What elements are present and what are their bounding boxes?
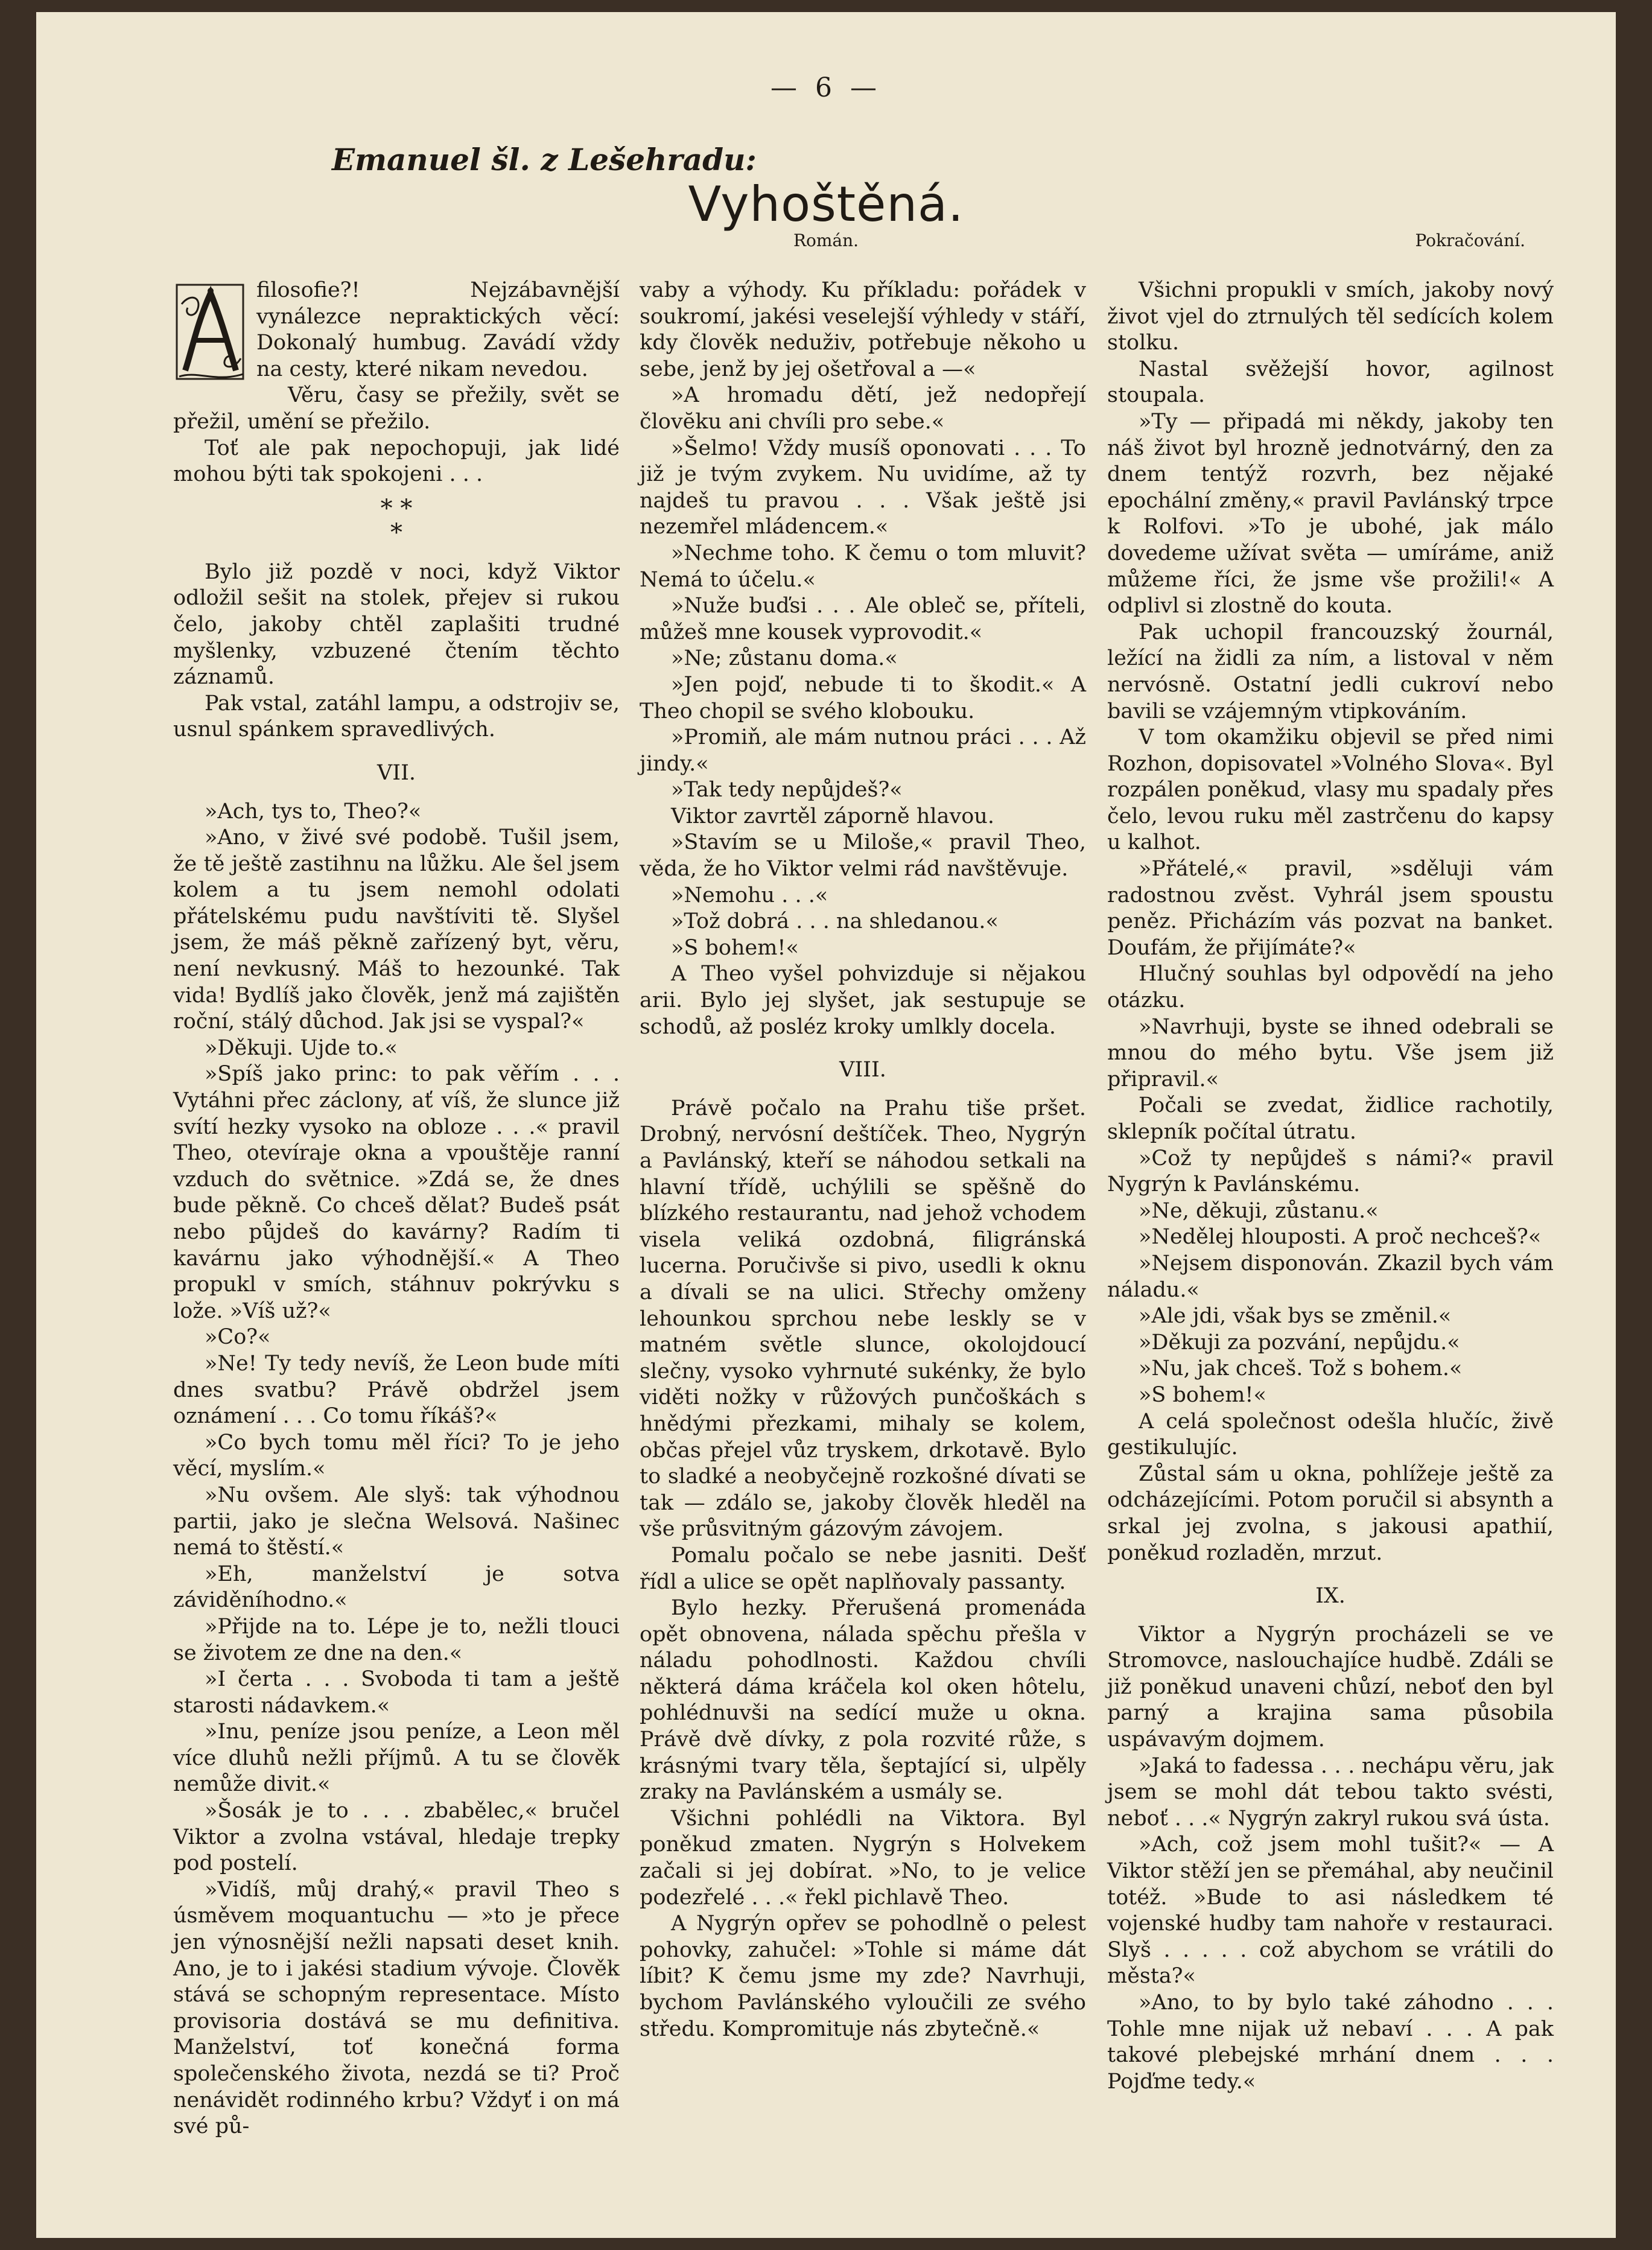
continuation-label: Pokračování.: [1415, 230, 1525, 250]
section-number: VII.: [376, 760, 416, 785]
paragraph: »A hromadu dětí, jež nedopřejí človĕku ani chvíli pro sebe.«: [640, 383, 1086, 434]
paragraph: A Theo vyšel pohvizduje si nějakou arii. Bylo jej slyšet, jak sestupuje se schodů, až posléz kroky umlkly docela.: [640, 962, 1086, 1039]
paragraph: »Jen pojď, nebude ti to škodit.« A Theo chopil se svého klobouku.: [640, 672, 1086, 723]
paragraph: Nastal svěžejší hovor, agilnost stoupala.: [1107, 357, 1554, 408]
paragraph: Pak uchopil francouzský žournál, ležící na židli za ním, a listoval v něm nervósně. Ostatní jedli cukroví nebo bavili se vzájemným vtipkováním.: [1107, 620, 1554, 723]
paragraph: »S bohem!«: [1139, 1382, 1266, 1407]
page-number: — 6 —: [770, 72, 882, 103]
paragraph: »Promiň, ale mám nutnou práci . . . Až jindy.«: [640, 725, 1086, 776]
paragraph: V tom okamžiku objevil se před nimi Rozhon, dopisovatel »Volného Slova«. Byl rozpálen poněkud, vlasy mu spadaly přes čelo, levou ruku měl zastrčenu do kapsy u kalhot.: [1107, 725, 1554, 855]
paragraph: »Tak tedy nepůjdeš?«: [671, 778, 903, 802]
genre-label: Román.: [793, 230, 859, 250]
paragraph: Viktor a Nygrýn procházeli se ve Stromovce, naslouchajíce hudbě. Zdáli se již poněkud unaveni chůzí, neboť den byl parný a krajina sama působila uspávavým dojmem.: [1107, 1622, 1554, 1752]
paragraph: »S bohem!«: [671, 935, 799, 960]
paragraph: »Přijde na to. Lépe je to, nežli tlouci se životem ze dne na den.«: [173, 1614, 620, 1665]
text-column-1: [173, 278, 620, 2140]
paragraph: »Přátelé,« pravil, »sděluji vám radostnou zvěst. Vyhrál jsem spoustu peněz. Přicházím vás pozvat na banket. Doufám, že přijímáte?«: [1107, 857, 1554, 960]
paragraph: Pak vstal, zatáhl lampu, a odstrojiv se, usnul spánkem spravedlivých.: [173, 691, 620, 742]
paragraph: »Ach, což jsem mohl tušit?« — A Viktor stěží jen se přemáhal, aby neučinil totéž. »Bude to asi následkem té vojenské hudby tam nahoře v restauraci. Slyš . . . . . což abychom se vrátili do města?«: [1107, 1832, 1554, 1989]
paragraph: Všichni pohlédli na Viktora. Byl poněkud zmaten. Nygrýn s Holvekem začali si jej dobírat. »No, to je velice podezřelé . . .« řekl pichlavě Theo.: [640, 1806, 1086, 1910]
paragraph: Počali se zvedat, židlice rachotily, sklepník počítal útratu.: [1107, 1093, 1554, 1144]
article-title: Vyhoštěná.: [688, 176, 964, 232]
paragraph: Hlučný souhlas byl odpovědí na jeho otázku.: [1107, 962, 1554, 1013]
paragraph: A celá společnost odešla hlučíc, živě gestikulujíc.: [1107, 1409, 1554, 1460]
paragraph: »Děkuji. Ujde to.«: [205, 1035, 398, 1060]
section-number: VIII.: [839, 1058, 886, 1082]
paragraph: Viktor zavrtěl záporně hlavou.: [671, 804, 994, 828]
paragraph: A Nygrýn opřev se pohodlně o pelest pohovky, zahučel: »Tohle si máme dát líbit? K čemu jsme my zde? Navrhuji, bychom Pavlánského vyloučili ze svého středu. Kompromituje nás zbytečně.«: [640, 1912, 1086, 2041]
paragraph: »Inu, peníze jsou peníze, a Leon měl více dluhů nežli příjmů. A tu se člověk nemůže divit.«: [173, 1720, 620, 1797]
paragraph: »Šelmo! Vždy musíš oponovati . . . To již je tvým zvykem. Nu uvidíme, až ty najdeš tu pravou . . . Však ještě jsi nezemřel mládencem.«: [640, 436, 1086, 539]
text-column-2: [640, 278, 1086, 2042]
paragraph: »Ne; zůstanu doma.«: [671, 646, 898, 671]
paragraph: »Spíš jako princ: to pak věřím . . . Vytáhni přec záclony, ať víš, že slunce již svítí hezky vysoko na obloze . . .« pravil Theo, otevíraje okna a vpouštěje ranní vzduch do světnice. »Zdá se, že dnes bude pěkně. Co chceš dělat? Budeš psát nebo půjdeš do kavárny? Radím ti kavárnu jako výhodnější.« A Theo propukl v smích, stáhnuv pokrývku s lože. »Víš už?«: [173, 1062, 620, 1323]
paragraph: »Ach, tys to, Theo?«: [205, 799, 422, 824]
paragraph: »Ano, to by bylo také záhodno . . . Tohle mne nijak už nebaví . . . A pak takové plebejské mrhání dnem . . . Pojďme tedy.«: [1107, 1991, 1554, 2094]
paragraph: Bylo již pozdě v noci, když Viktor odložil sešit na stolek, přejev si rukou čelo, jakoby chtěl zaplašiti trudné myšlenky, vzbuzené čtením těchto záznamů.: [173, 559, 620, 690]
paragraph: »Navrhuji, byste se ihned odebrali se mnou do mého bytu. Vše jsem již připravil.«: [1107, 1014, 1554, 1092]
paragraph: filosofie?! Nejzábavnější vynálezce nepraktických věcí: Dokonalý humbug. Zavádí vždy na cesty, které nikam nevedou.: [256, 278, 620, 381]
paragraph: »Ne! Ty tedy nevíš, že Leon bude míti dnes svatbu? Právě obdržel jsem oznámení . . . Co tomu říkáš?«: [173, 1351, 620, 1429]
paragraph: Toť ale pak nepochopuji, jak lidé mohou býti tak spokojeni . . .: [173, 436, 620, 487]
paragraph: »Ale jdi, však bys se změnil.«: [1139, 1304, 1452, 1329]
ornamental-initial-a-icon: [173, 280, 249, 384]
paragraph: »Nemohu . . .«: [671, 883, 828, 907]
paragraph: vaby a výhody. Ku příkladu: pořádek v soukromí, jakési veselejší výhledy v stáří, kdy člověk neduživ, potřebuje někoho u sebe, jenž by jej ošetřoval a —«: [640, 278, 1086, 381]
paragraph: »Šosák je to . . . zbabělec,« bručel Viktor a zvolna vstával, hledaje trepky pod postelí.: [173, 1799, 620, 1876]
text-column-3: [1107, 278, 1554, 2095]
paragraph: »Vidíš, můj drahý,« pravil Theo s úsměvem moquantuchu — »to je přece jen výnosnější nežli napsati deset knih. Ano, je to i jakési stadium vývoje. Člověk stává se schopným representace. Místo provisoria dostává se mu definitiva. Manželství, toť konečná forma společenského života, nezdá se ti? Proč nenávidět rodinného krbu? Vždyť i on má své pů-: [173, 1877, 620, 2139]
paragraph: »Ty — připadá mi někdy, jakoby ten náš život byl hrozně jednotvárný, den za dnem tentýž rozvrh, bez nějaké epochální změny,« pravil Pavlánský trpce k Rolfovi. »To je ubohé, jak málo dovedeme užívat světa — umíráme, aniž můžeme říci, že jsme vše prožili!« A odplivl si zlostně do kouta.: [1107, 409, 1554, 618]
paragraph: »Stavím se u Miloše,« pravil Theo, věda, že ho Viktor velmi rád navštěvuje.: [640, 830, 1086, 882]
paragraph: »Nechme toho. K čemu o tom mluvit? Nemá to účelu.«: [640, 541, 1086, 592]
paragraph: »Jaká to fadessa . . . nechápu věru, jak jsem se mohl dát tebou takto svésti, neboť . . .« Nygrýn zakryl rukou svá ústa.: [1107, 1753, 1554, 1831]
paragraph: »Nedělej hlouposti. A proč nechceš?«: [1139, 1225, 1542, 1250]
paragraph: »Což ty nepůjdeš s námi?« pravil Nygrýn k Pavlánskému.: [1107, 1146, 1554, 1197]
paragraph: »I čerta . . . Svoboda ti tam a ještě starosti nádavkem.«: [173, 1667, 620, 1718]
paragraph: Právě počalo na Prahu tiše pršet. Drobný, nervósní deštíček. Theo, Nygrýn a Pavlánský, kteří se náhodou setkali na hlavní třídě, uchýlili se spěšně do blízkého restaurantu, nad jehož vchodem visela veliká ozdobná, filigránská lucerna. Poručivše si pivo, usedli k oknu a dívali se na ulici. Střechy omženy lehounkou sprchou nebe leskly se v matném světle slunce, okolojdoucí slečny, vysoko vyhrnuté sukénky, že bylo viděti nožky v růžových punčoškách s hnědými přezkami, mihaly se kolem, občas přejel vůz tryskem, drkotavě. Bylo to sladké a neobyčejně rozkošné dívati se tak — zdálo se, jakoby člověk hleděl na vše průsvitným gázovým závojem.: [640, 1096, 1086, 1542]
paragraph: Všichni propukli v smích, jakoby nový život vjel do ztrnulých těl sedících kolem stolku.: [1107, 278, 1554, 355]
paragraph: »Děkuji za pozvání, nepůjdu.«: [1139, 1330, 1460, 1355]
paragraph: Věru, časy se přežily, svět se přežil, umění se přežilo.: [173, 383, 620, 434]
paragraph: »Nuže buďsi . . . Ale obleč se, příteli, můžeš mne kousek vyprovodit.«: [640, 594, 1086, 644]
paragraph: Bylo hezky. Přerušená promenáda opět obnovena, nálada spěchu přešla v náladu pohodlnosti. Každou chvíli některá dáma kráčela kol oken hôtelu, pohlédnuvši na sedící muže u okna. Právě dvě dívky, z pola rozvité růže, s krásnými tvary těla, šeptající si, ulpěly zraky na Pavlánském a usmály se.: [640, 1596, 1086, 1805]
paragraph: Pomalu počalo se nebe jasniti. Dešť řídl a ulice se opět naplňovaly passanty.: [640, 1543, 1086, 1594]
asterism: * * *: [380, 494, 413, 547]
paragraph: »Co bych tomu měl říci? To je jeho věcí, myslím.«: [173, 1430, 620, 1481]
newspaper-page: [36, 12, 1616, 2238]
paragraph: »Nu, jak chceš. Tož s bohem.«: [1139, 1356, 1463, 1381]
paragraph: »Co?«: [205, 1325, 271, 1350]
paragraph: »Tož dobrá . . . na shledanou.«: [671, 909, 999, 934]
paragraph: Zůstal sám u okna, pohlížeje ještě za odcházejícími. Potom poručil si absynth a srkal jej zvolna, s jakousi apathií, poněkud rozladěn, mrzut.: [1107, 1461, 1554, 1565]
section-number: IX.: [1315, 1584, 1345, 1609]
paragraph: »Eh, manželství je sotva záviděníhodno.«: [173, 1562, 620, 1613]
paragraph: »Ne, děkuji, zůstanu.«: [1139, 1198, 1379, 1223]
paragraph: »Nejsem disponován. Zkazil bych vám náladu.«: [1107, 1251, 1554, 1302]
paragraph: »Ano, v živé své podobě. Tušil jsem, že tě ještě zastihnu na lůžku. Ale šel jsem kolem a tu jsem nemohl odolati přátelskému pudu navštíviti tě. Slyšel jsem, že máš pěkně zařízený byt, věru, není nevkusný. Máš to hezounké. Tak vida! Bydlíš jako člověk, jenž má zajištěn roční, stálý důchod. Jak jsi se vyspal?«: [173, 825, 620, 1034]
author-line: Emanuel šl. z Lešehradu:: [332, 142, 757, 177]
paragraph: »Nu ovšem. Ale slyš: tak výhodnou partii, jako je slečna Welsová. Našinec nemá to štěstí.«: [173, 1483, 620, 1560]
